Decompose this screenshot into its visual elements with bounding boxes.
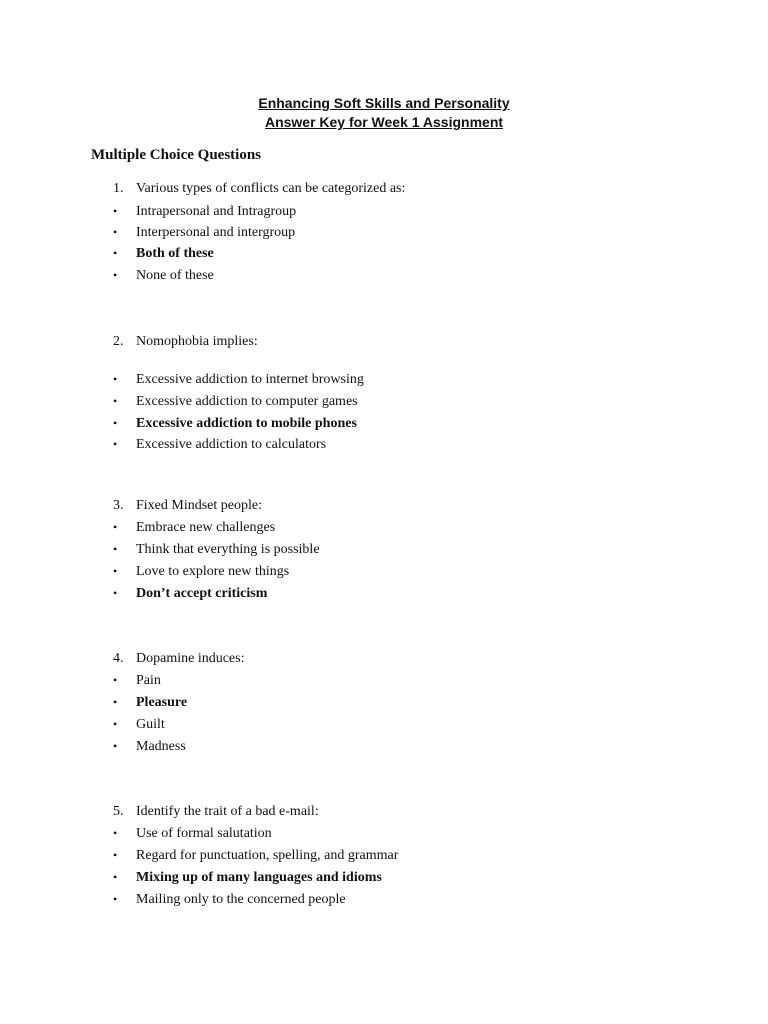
document-title: Enhancing Soft Skills and Personality — [258, 95, 510, 111]
option-text: Excessive addiction to mobile phones — [136, 416, 357, 431]
option-5a — [113, 824, 272, 843]
question-number: 1. — [113, 181, 124, 196]
option-text: Excessive addiction to computer games — [136, 394, 358, 409]
question-text: Identify the trait of a bad e-mail: — [136, 804, 319, 819]
option-3a — [113, 518, 275, 537]
option-3b — [113, 540, 320, 559]
bullet-icon: • — [113, 542, 118, 556]
bullet-icon: • — [113, 695, 118, 709]
bullet-icon: • — [113, 826, 118, 840]
bullet-icon: • — [113, 372, 118, 386]
option-text: Madness — [136, 739, 186, 754]
question-3 — [113, 497, 262, 515]
option-1c-correct — [113, 244, 214, 263]
option-text: Don’t accept criticism — [136, 586, 268, 601]
option-text: Use of formal salutation — [136, 826, 272, 841]
bullet-icon: • — [113, 739, 118, 753]
option-1d — [113, 266, 214, 285]
option-text: Pleasure — [136, 695, 188, 710]
question-text: Nomophobia implies: — [136, 334, 258, 349]
option-text: Both of these — [136, 246, 214, 261]
question-number: 3. — [113, 498, 124, 513]
option-text: Mailing only to the concerned people — [136, 892, 346, 907]
option-text: Excessive addiction to internet browsing — [136, 372, 364, 387]
option-text: Excessive addiction to calculators — [136, 437, 327, 452]
question-number: 5. — [113, 804, 124, 819]
option-1a — [113, 202, 296, 221]
option-1b — [113, 223, 295, 242]
bullet-icon: • — [113, 673, 118, 687]
option-text: Interpersonal and intergroup — [136, 225, 296, 240]
option-text: None of these — [136, 268, 214, 283]
bullet-icon: • — [113, 394, 118, 408]
option-5d — [113, 890, 346, 909]
bullet-icon: • — [113, 268, 118, 282]
option-text: Pain — [136, 673, 161, 688]
option-text: Regard for punctuation, spelling, and grammar — [136, 848, 399, 863]
option-4d — [113, 737, 186, 756]
option-4c — [113, 715, 165, 734]
bullet-icon: • — [113, 416, 118, 430]
bullet-icon: • — [113, 586, 118, 600]
option-text: Intrapersonal and Intragroup — [136, 204, 297, 219]
option-text: Love to explore new things — [136, 564, 290, 579]
bullet-icon: • — [113, 892, 118, 906]
question-text: Various types of conflicts can be categorized as: — [136, 181, 406, 196]
option-3d-correct — [113, 584, 267, 603]
bullet-icon: • — [113, 204, 118, 218]
option-text: Think that everything is possible — [136, 542, 320, 557]
option-2d — [113, 435, 326, 454]
question-5 — [113, 803, 319, 821]
bullet-icon: • — [113, 870, 118, 884]
question-2 — [113, 333, 258, 351]
question-4 — [113, 650, 244, 668]
bullet-icon: • — [113, 520, 118, 534]
bullet-icon: • — [113, 848, 118, 862]
option-text: Embrace new challenges — [136, 520, 276, 535]
question-text: Fixed Mindset people: — [136, 498, 262, 513]
option-text: Guilt — [136, 717, 165, 732]
option-2b — [113, 392, 358, 411]
option-3c — [113, 562, 289, 581]
question-number: 4. — [113, 651, 124, 666]
question-1 — [113, 180, 405, 198]
bullet-icon: • — [113, 564, 118, 578]
bullet-icon: • — [113, 437, 118, 451]
bullet-icon: • — [113, 225, 118, 239]
option-2c-correct — [113, 414, 357, 433]
section-heading: Multiple Choice Questions — [91, 147, 262, 163]
question-text: Dopamine induces: — [136, 651, 245, 666]
question-number: 2. — [113, 334, 124, 349]
bullet-icon: • — [113, 717, 118, 731]
option-text: Mixing up of many languages and idioms — [136, 870, 382, 885]
option-4b-correct — [113, 693, 187, 712]
document-subtitle: Answer Key for Week 1 Assignment — [264, 114, 504, 130]
option-5b — [113, 846, 398, 865]
option-5c-correct — [113, 868, 382, 887]
option-2a — [113, 370, 364, 389]
option-4a — [113, 671, 161, 690]
bullet-icon: • — [113, 246, 118, 260]
